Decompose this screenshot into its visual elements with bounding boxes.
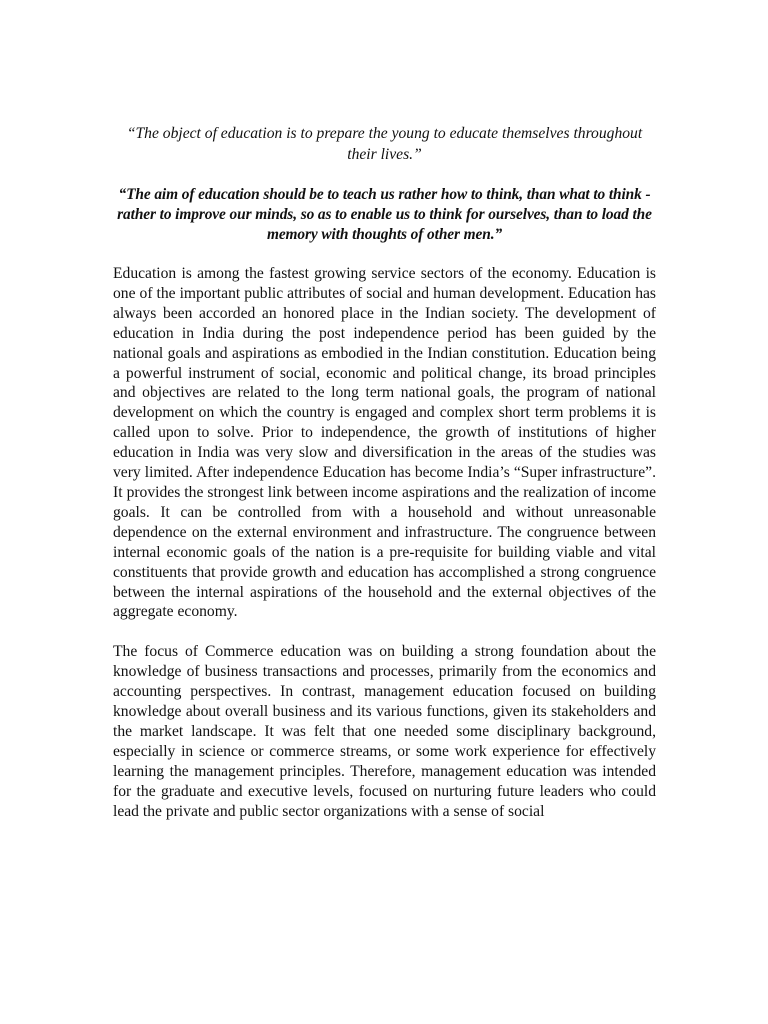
document-page [113,123,656,821]
paragraph-education-sector: Education is among the fastest growing service sectors of the economy. Education is one of the important public attributes of social and human development. Education has always been accorded an honored place in the Indian society. The development of education in India during the post independence period has been guided by the national goals and aspirations as embodied in the Indian constitution. Education being a powerful instrument of social, economic and political change, its broad principles and objectives are related to the long term national goals, the program of national development on which the country is engaged and complex short term problems it is called upon to solve. Prior to independence, the growth of institutions of higher education in India was very slow and diversification in the areas of the studies was very limited. After independence Education has become India’s “Super infrastructure”. It provides the strongest link between income aspirations and the realization of income goals. It can be controlled from with a household and without unreasonable dependence on the external environment and infrastructure. The congruence between internal economic goals of the nation is a pre-requisite for building viable and vital constituents that provide growth and education has accomplished a strong congruence between the internal aspirations of the household and the external objectives of the aggregate economy. [113,265,656,621]
quote-education-object: “The object of education is to prepare the young to educate themselves throughout their lives.” [126,125,643,163]
quote-education-aim: “The aim of education should be to teach us rather how to think, than what to think - rather to improve our minds, so as to enable us to think for ourselves, than to load the memory with thoughts of other men.” [117,186,652,243]
paragraph-commerce-education: The focus of Commerce education was on building a strong foundation about the knowledge of business transactions and processes, primarily from the economics and accounting perspectives. In contrast, management education focused on building knowledge about overall business and its various functions, given its stakeholders and the market landscape. It was felt that one needed some disciplinary background, especially in science or commerce streams, or some work experience for effectively learning the management principles. Therefore, management education was intended for the graduate and executive levels, focused on nurturing future leaders who could lead the private and public sector organizations with a sense of social [113,643,656,820]
